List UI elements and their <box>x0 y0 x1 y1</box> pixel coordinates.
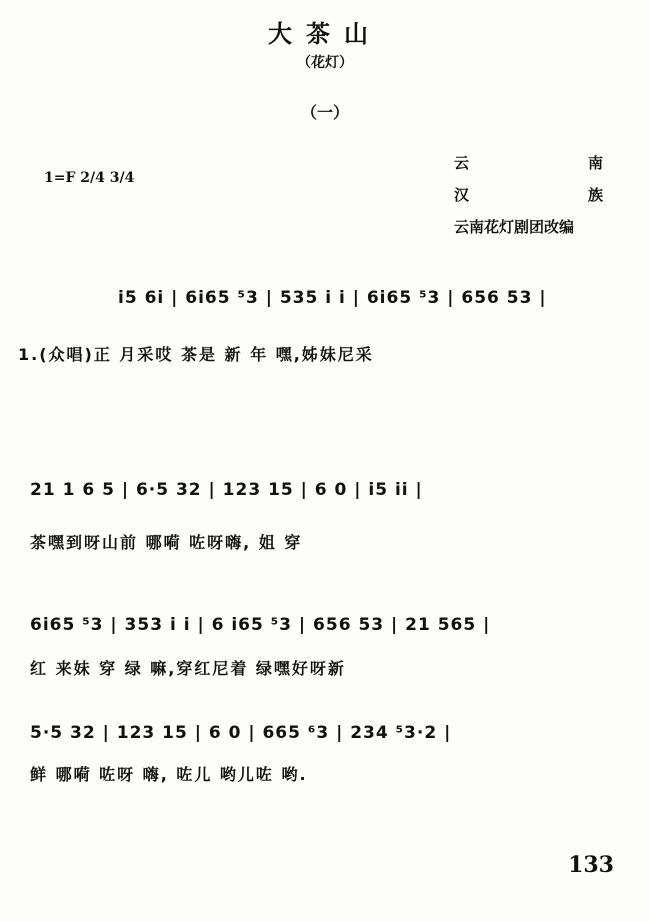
song-title: 大茶山 <box>268 20 382 48</box>
score-row-2-notation: 21 1 6 5 | 6·5 32 | 123 15 | 6 0 | i5 ii | <box>30 480 423 500</box>
attribution-ethnicity-right: 族 <box>588 186 604 204</box>
attribution-ethnicity <box>454 184 604 205</box>
attribution-region-left: 云 <box>454 154 470 172</box>
section-number: （一） <box>300 103 349 122</box>
score-row-2-lyric: 茶嘿到呀山前 哪嗬 咗呀嗨, 姐 穿 <box>30 533 303 552</box>
attribution-arranger: 云南花灯剧团改编 <box>454 218 575 236</box>
attribution-ethnicity-left: 汉 <box>454 186 470 204</box>
score-row-3-notation: 6i65 ⁵3 | 353 i i | 6 i65 ⁵3 | 656 53 | 21 565 | <box>30 615 491 635</box>
score-row-4-notation: 5·5 32 | 123 15 | 6 0 | 665 ⁶3 | 234 ⁵3·2 | <box>30 723 452 743</box>
score-row-1-notation: i5 6i | 6i65 ⁵3 | 535 i i | 6i65 ⁵3 | 656 53 | <box>118 288 547 308</box>
attribution-region-right: 南 <box>588 154 604 172</box>
key-signature: 1=F 2/4 3/4 <box>44 170 135 186</box>
score-row-3-lyric: 红 来妹 穿 绿 嘛,穿红尼着 绿嘿好呀新 <box>30 659 346 678</box>
page-number: 133 <box>568 852 614 878</box>
score-row-1-lyric: 1.(众唱)正 月采哎 茶是 新 年 嘿,姊妹尼采 <box>18 345 374 364</box>
attribution-region <box>454 152 604 173</box>
song-genre: （花灯） <box>297 55 353 71</box>
score-row-4-lyric: 鲜 哪嗬 咗呀 嗨, 咗儿 哟儿咗 哟. <box>30 765 308 784</box>
